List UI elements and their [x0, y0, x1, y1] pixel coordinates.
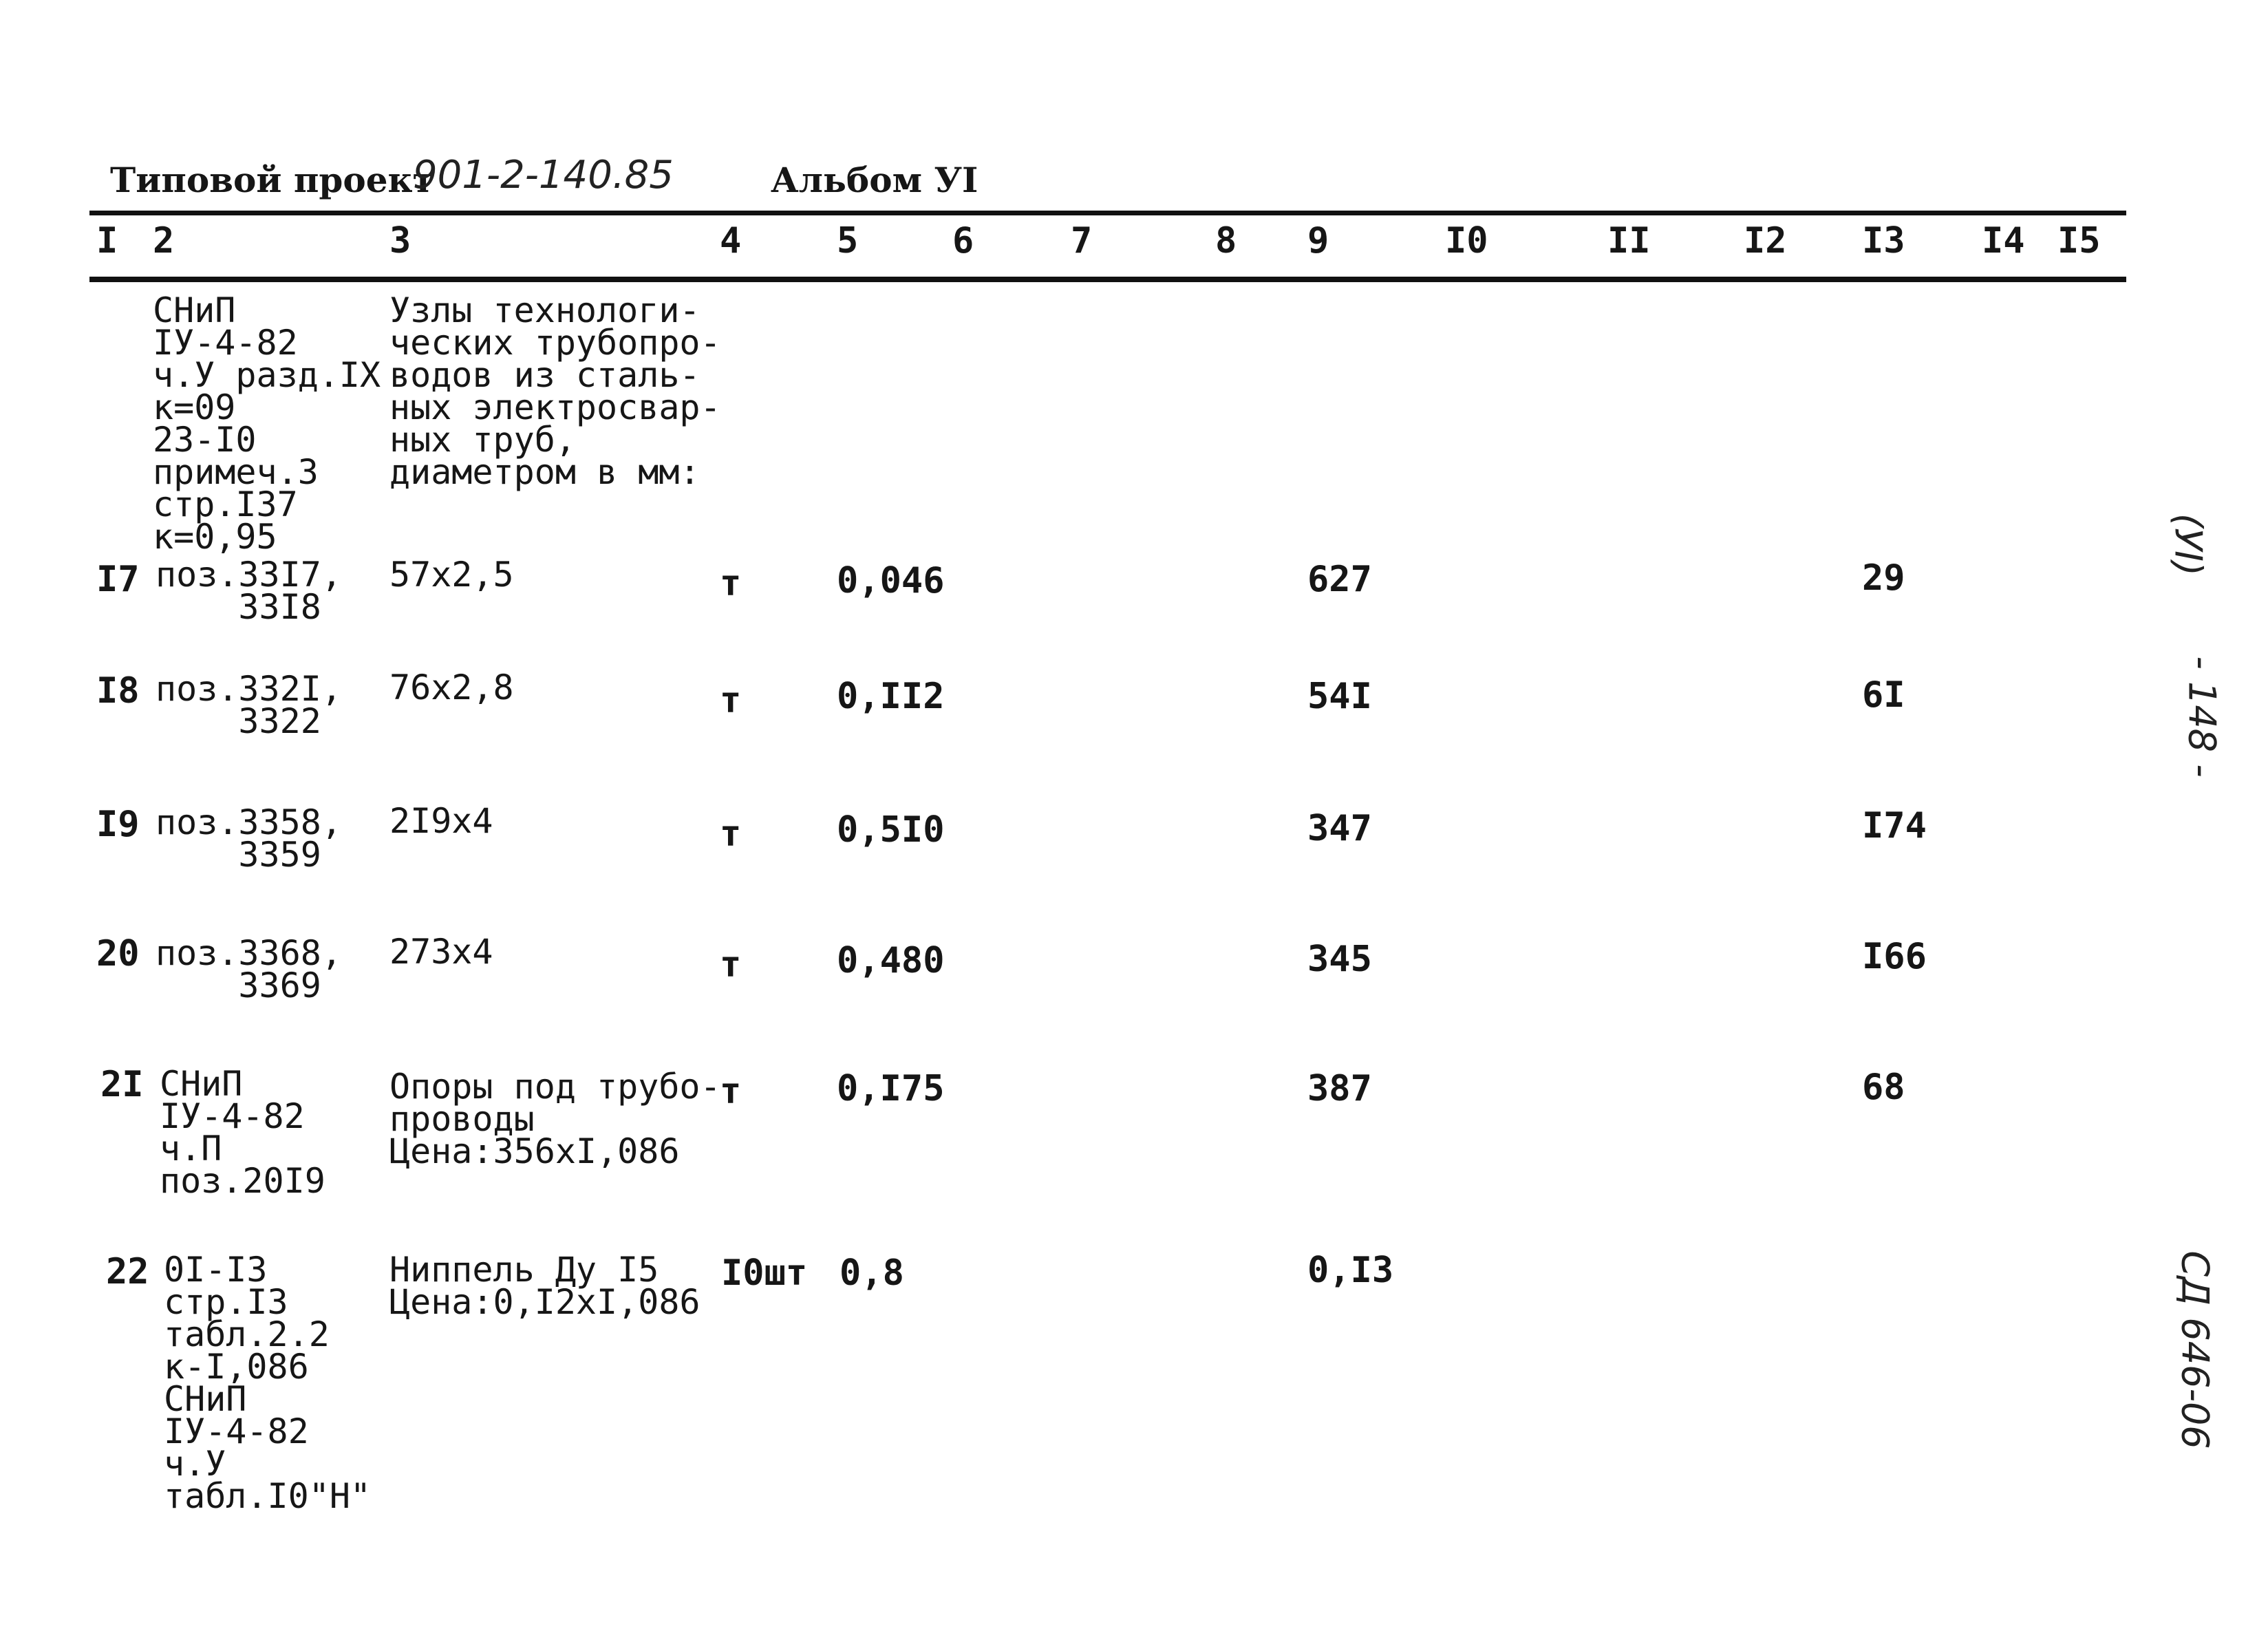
row-number: I8 — [96, 670, 140, 712]
row-unit: т — [720, 680, 742, 721]
row-price: 627 — [1307, 559, 1372, 600]
row-total: I74 — [1862, 805, 1927, 846]
row-name: 76x2,8 — [389, 668, 514, 707]
row-price: 0,I3 — [1307, 1250, 1394, 1291]
row-number: 22 — [106, 1251, 149, 1292]
row-quantity: 0,II2 — [837, 676, 945, 717]
header-top-rule — [89, 211, 2126, 215]
row-number: I9 — [96, 804, 140, 845]
row-quantity: 0,5I0 — [837, 809, 945, 851]
column-header: 8 — [1215, 220, 1237, 262]
row-unit: т — [720, 813, 742, 855]
intro-basis: СНиП IУ-4-82 ч.У разд.IX к=09 23-I0 примеч.3 стр.I37 к=0,95 — [153, 290, 381, 557]
row-number: 20 — [96, 933, 140, 974]
page-margin-mark: - 148 - — [2180, 656, 2224, 778]
row-quantity: 0,480 — [837, 940, 945, 981]
row-basis: 0I-I3 стр.I3 табл.2.2 к-I,086 СНиП IУ-4-82 ч.У табл.I0"Н" — [164, 1250, 372, 1516]
row-name: Ниппель Ду I5 Цена:0,I2xI,086 — [389, 1250, 700, 1322]
row-total: 68 — [1862, 1067, 1905, 1108]
row-unit: т — [720, 563, 742, 604]
row-basis: поз.33I7, 33I8 — [156, 555, 342, 627]
column-header: I — [96, 220, 118, 262]
column-header: 2 — [153, 220, 175, 262]
row-quantity: 0,046 — [837, 560, 945, 601]
column-header: I0 — [1445, 220, 1488, 262]
row-total: 6I — [1862, 674, 1905, 716]
header-bottom-rule — [89, 277, 2126, 282]
project-label: Типовой проект — [110, 160, 434, 200]
row-name: 273x4 — [389, 932, 493, 972]
row-price: 347 — [1307, 808, 1372, 849]
column-header: I5 — [2057, 220, 2101, 262]
row-number: 2I — [100, 1064, 144, 1105]
column-header: 5 — [837, 220, 859, 262]
row-price: 387 — [1307, 1068, 1372, 1109]
intro-name: Узлы технологи- ческих трубопро- водов из сталь- ных электросвар- ных труб, диаметром в мм: — [389, 290, 721, 492]
column-header: I4 — [1982, 220, 2025, 262]
row-total: I66 — [1862, 936, 1927, 977]
row-price: 54I — [1307, 676, 1372, 717]
column-header: I2 — [1744, 220, 1787, 262]
column-header: II — [1607, 220, 1651, 262]
column-header: 3 — [389, 220, 411, 262]
album-label: Альбом УI — [771, 160, 978, 200]
row-name: Опоры под трубо- проводы Цена:356xI,086 — [389, 1067, 721, 1171]
row-basis: СНиП IУ-4-82 ч.П поз.20I9 — [160, 1064, 325, 1201]
column-header: 7 — [1071, 220, 1093, 262]
row-unit: т — [720, 944, 742, 985]
row-basis: поз.3368, 3369 — [156, 933, 342, 1005]
row-total: 29 — [1862, 557, 1905, 599]
project-number: 901-2-140.85 — [413, 153, 674, 198]
column-header: 9 — [1307, 220, 1329, 262]
column-header: I3 — [1862, 220, 1905, 262]
row-quantity: 0,8 — [839, 1252, 904, 1294]
row-quantity: 0,I75 — [837, 1068, 945, 1109]
row-name: 2I9x4 — [389, 801, 493, 841]
row-basis: поз.332I, 3322 — [156, 669, 342, 741]
row-name: 57x2,5 — [389, 555, 514, 595]
album-margin-mark: (УI) — [2166, 513, 2210, 576]
column-header: 6 — [952, 220, 974, 262]
code-margin-mark: СД 646-06 — [2173, 1250, 2217, 1449]
row-unit: т — [720, 1071, 742, 1112]
row-unit: I0шт — [721, 1252, 808, 1294]
row-number: I7 — [96, 559, 140, 600]
row-price: 345 — [1307, 939, 1372, 980]
column-header: 4 — [720, 220, 742, 262]
row-basis: поз.3358, 3359 — [156, 802, 342, 875]
